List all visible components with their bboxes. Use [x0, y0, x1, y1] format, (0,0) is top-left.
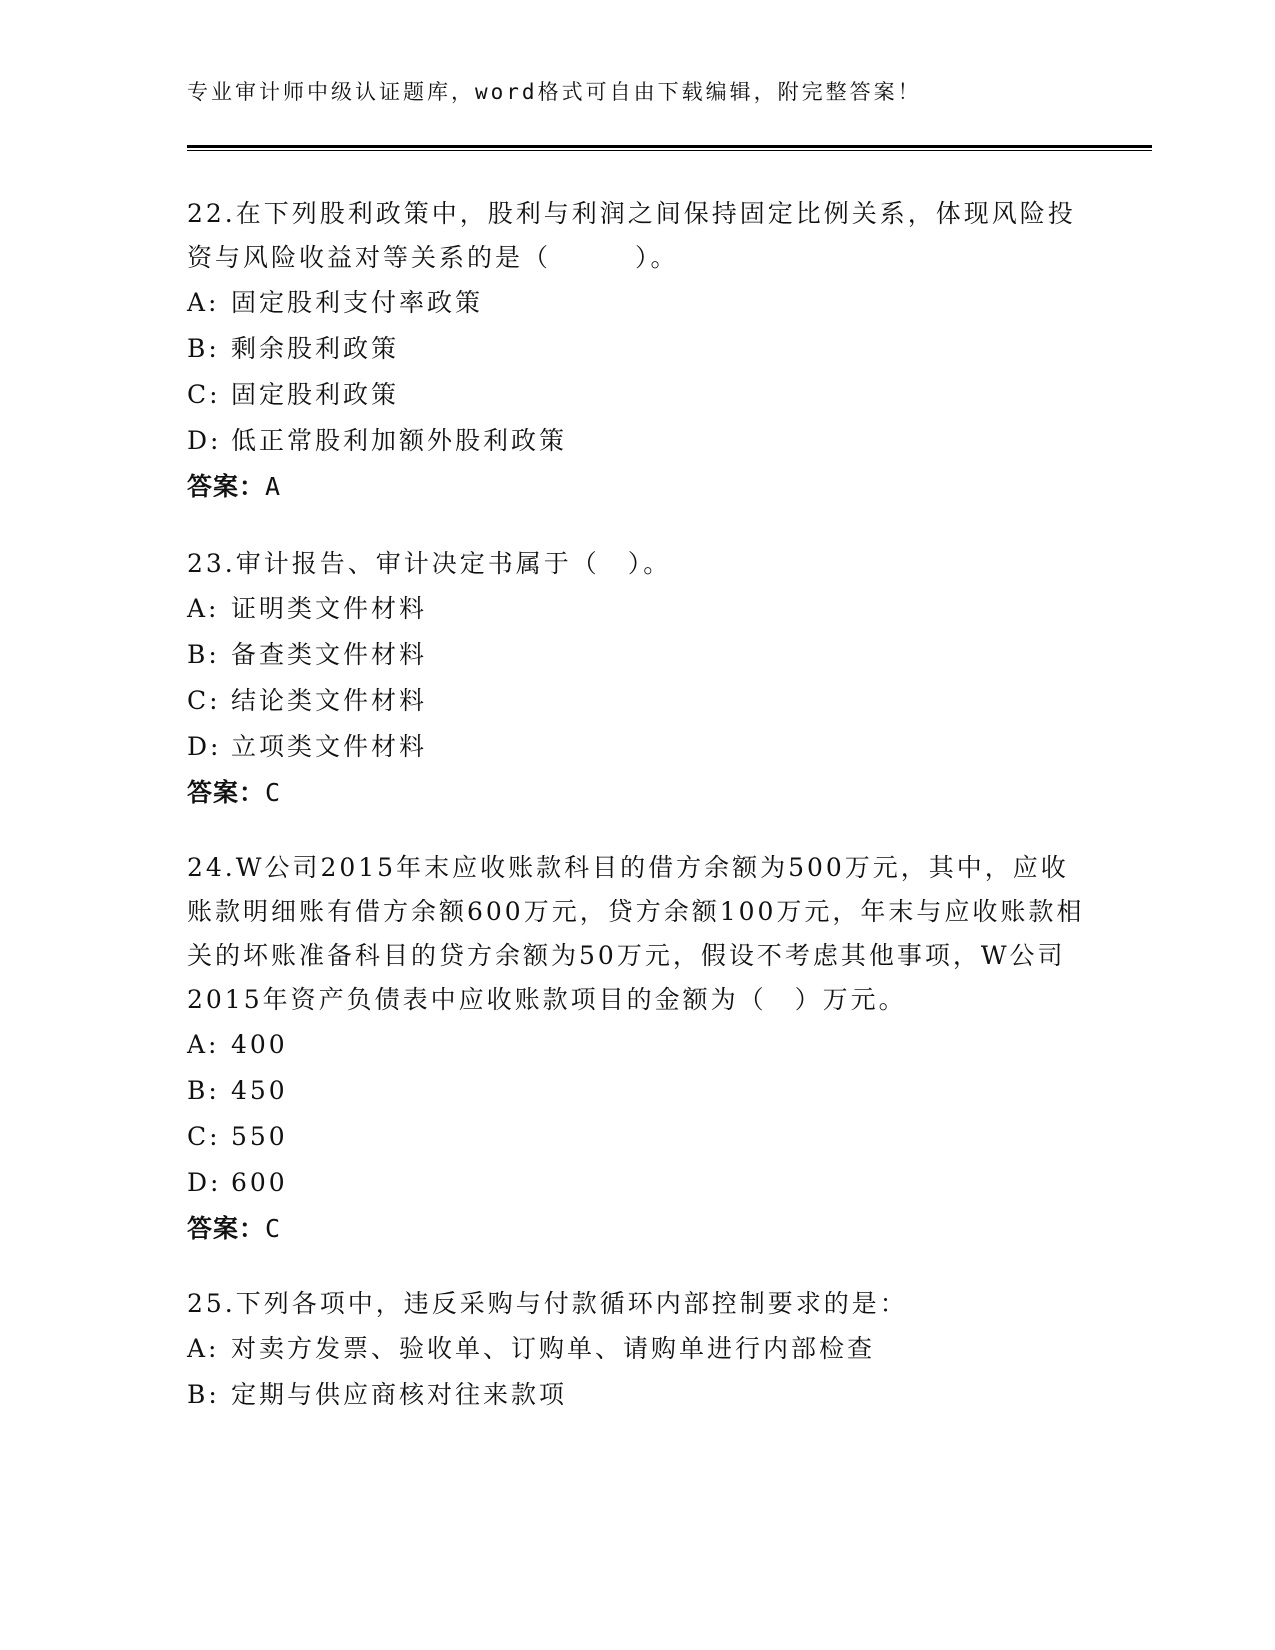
option-b	[187, 326, 1087, 372]
option-b	[187, 632, 1087, 678]
question-stem: 25.下列各项中，违反采购与付款循环内部控制要求的是：	[187, 1289, 908, 1318]
option-b	[187, 1068, 1087, 1114]
option-d	[187, 1160, 1087, 1206]
option-text: 低正常股利加额外股利政策	[231, 426, 568, 455]
option-key: B:	[187, 334, 220, 363]
option-key: D:	[187, 732, 222, 761]
option-key: A:	[187, 1030, 220, 1059]
option-a	[187, 1022, 1087, 1068]
option-key: A:	[187, 288, 220, 317]
option-c	[187, 1114, 1087, 1160]
option-key: B:	[187, 1076, 220, 1105]
option-key: D:	[187, 1168, 222, 1197]
option-key: C:	[187, 380, 221, 409]
option-key: C:	[187, 1122, 221, 1151]
option-key: A:	[187, 1334, 220, 1363]
option-b	[187, 1372, 1087, 1418]
option-c	[187, 678, 1087, 724]
option-text: 550	[231, 1122, 288, 1151]
option-text: 定期与供应商核对往来款项	[231, 1380, 568, 1409]
option-text: 固定股利政策	[231, 380, 400, 409]
question-stem: 22.在下列股利政策中，股利与利润之间保持固定比例关系，体现风险投资与风险收益对等关系的是（ ）。	[187, 199, 1076, 272]
answer-label: 答案：	[187, 1214, 266, 1243]
question-stem: 23.审计报告、审计决定书属于（ ）。	[187, 549, 672, 578]
option-text: 剩余股利政策	[231, 334, 400, 363]
option-text: 400	[231, 1030, 288, 1059]
question-24	[187, 846, 1087, 1252]
answer-line	[187, 770, 1087, 816]
answer-value: C	[265, 1214, 282, 1243]
option-key: B:	[187, 640, 220, 669]
option-text: 450	[231, 1076, 288, 1105]
option-text: 固定股利支付率政策	[231, 288, 484, 317]
option-key: B:	[187, 1380, 220, 1409]
option-key: C:	[187, 686, 221, 715]
option-a	[187, 280, 1087, 326]
option-a	[187, 1326, 1087, 1372]
option-c	[187, 372, 1087, 418]
answer-line	[187, 464, 1087, 510]
option-a	[187, 586, 1087, 632]
answer-label: 答案：	[187, 472, 266, 501]
option-text: 备查类文件材料	[231, 640, 428, 669]
question-stem: 24.W公司2015年末应收账款科目的借方余额为500万元，其中，应收账款明细账有借方余额600万元，贷方余额100万元，年末与应收账款相关的坏账准备科目的贷方余额为50万元，假设不考虑其他事项，W公司2015年资产负债表中应收账款项目的金额为（ ）万元。	[187, 853, 1085, 1014]
option-text: 立项类文件材料	[231, 732, 428, 761]
answer-value: A	[265, 472, 282, 501]
question-22	[187, 192, 1087, 510]
answer-value: C	[265, 778, 282, 807]
header-divider	[187, 145, 1152, 148]
page-header: 专业审计师中级认证题库，word格式可自由下载编辑，附完整答案！	[187, 80, 922, 104]
answer-label: 答案：	[187, 778, 266, 807]
option-d	[187, 724, 1087, 770]
header-divider-thin	[187, 150, 1152, 151]
option-d	[187, 418, 1087, 464]
option-text: 对卖方发票、验收单、订购单、请购单进行内部检查	[231, 1334, 876, 1363]
option-text: 600	[231, 1168, 288, 1197]
question-25	[187, 1282, 1087, 1418]
option-key: A:	[187, 594, 220, 623]
option-text: 结论类文件材料	[231, 686, 428, 715]
question-23	[187, 542, 1087, 816]
answer-line	[187, 1206, 1087, 1252]
option-key: D:	[187, 426, 222, 455]
option-text: 证明类文件材料	[231, 594, 428, 623]
